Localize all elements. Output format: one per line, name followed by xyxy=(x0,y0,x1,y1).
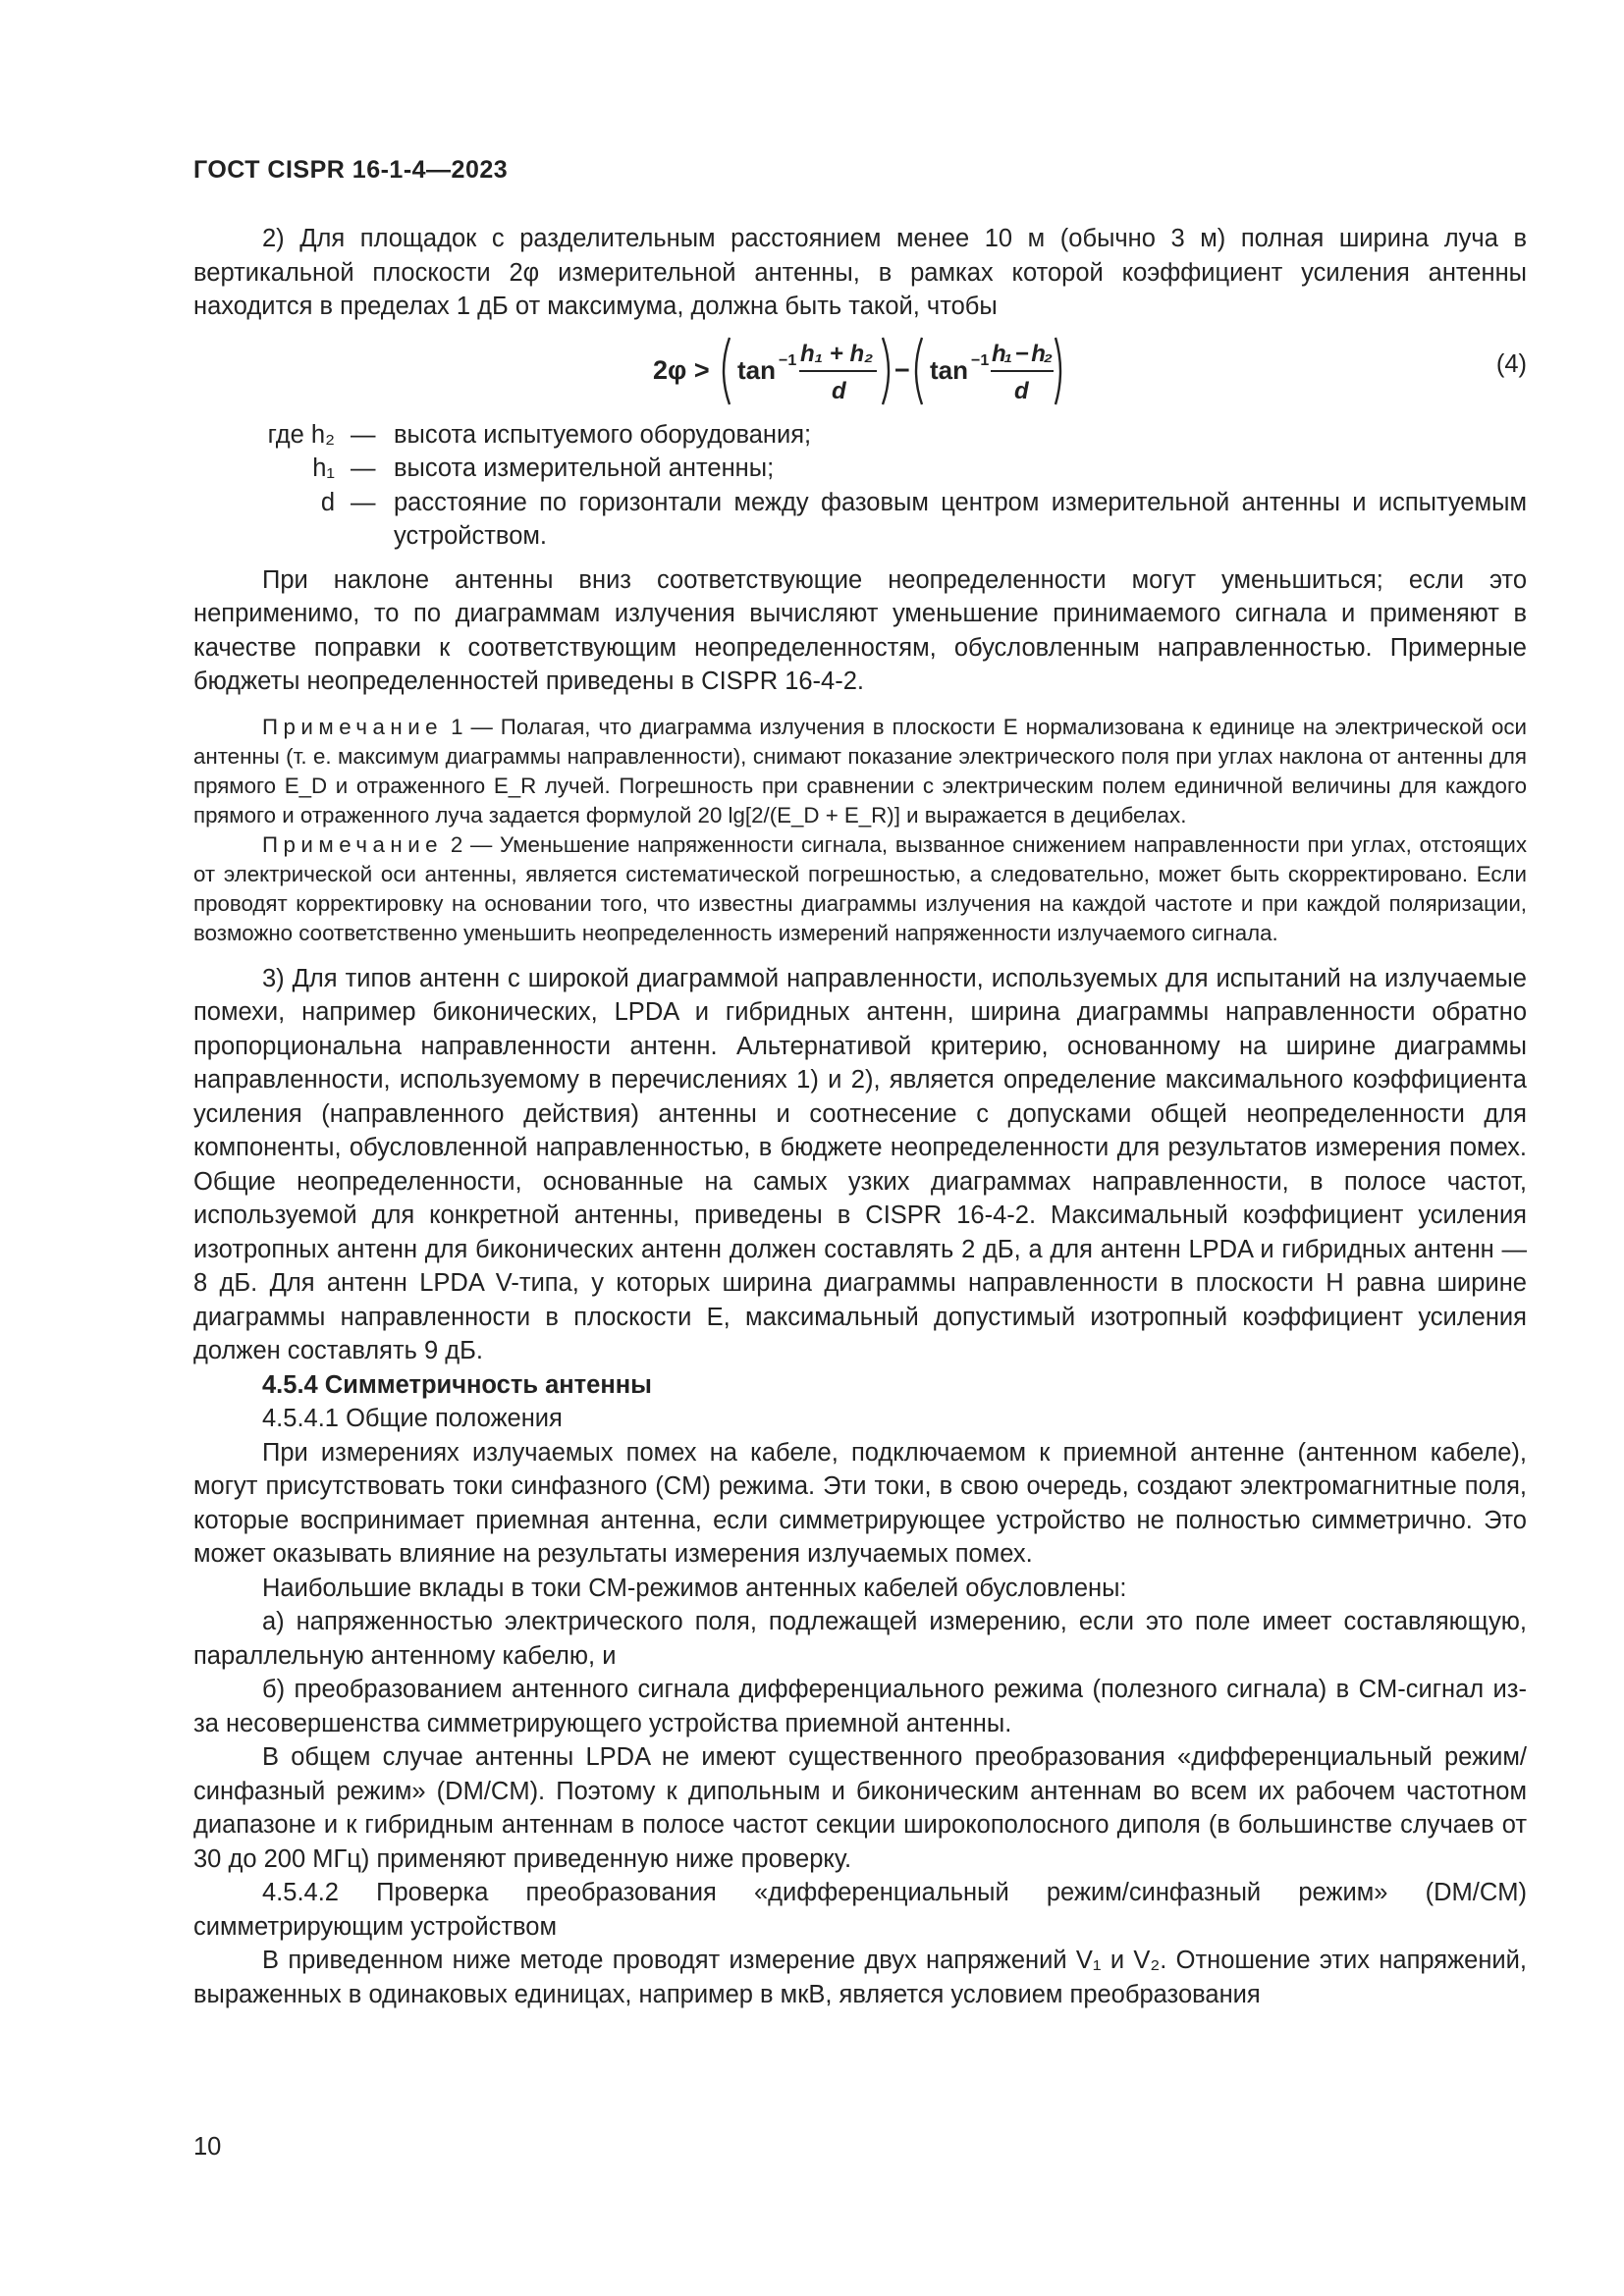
formula-sup-2: −1 xyxy=(971,351,990,369)
note-text: — Уменьшение напряженности сигнала, вызванное снижением направленности при углах, отстоящих от электрической оси антенны, является систематической погрешностью, а следовательно, может быть скорректировано. Если проводят корректировку на основании того, что известны диаграммы излучения на каждой частоте и при каждой поляризации, возможно соответственно уменьшить неопределенность измерений напряженности излучаемого сигнала. xyxy=(193,831,1527,945)
note-label: Примечание xyxy=(262,714,444,739)
formula-4 xyxy=(653,332,1065,410)
formula-num-1: h₁ + h₂ xyxy=(800,340,874,367)
paragraph-item-3: 3) Для типов антенн с широкой диаграммой направленности, используемых для испытаний на излучаемые помехи, например биконических, LPDA и гибридных антенн, ширина диаграммы направленности обратно пропорциональна направленности антенн. Альтернативой критерию, основанному на ширине диаграммы направленности, используемому в перечислениях 1) и 2), является определение максимального коэффициента усиления (направленного действия) антенны и соотнесение с допусками общей неопределенности для компоненты, обусловленной направленностью, в бюджете неопределенности для результатов измерения помех. Общие неопределенности, основанные на самых узких диаграммах направленности, в полосе частот, используемой для конкретной антенны, приведены в CISPR 16-4-2. Максимальный коэффициент усиления изотропных антенн для биконических антенн должен составлять 2 дБ, а для антенн LPDA и гибридных антенн — 8 дБ. Для антенн LPDA V-типа, у которых ширина диаграммы направленности в плоскости H равна ширине диаграммы направленности в плоскости E, максимальный допустимый изотропный коэффициент усиления должен составлять 9 дБ. xyxy=(193,964,1527,1364)
note-1 xyxy=(193,713,1527,830)
formula-paren-close-2 xyxy=(1056,338,1060,404)
paragraph-method: В приведенном ниже методе проводят измерение двух напряжений V₁ и V₂. Отношение этих напряжений, выраженных в одинаковых единицах, например в мкВ, является условием преобразования xyxy=(193,1947,1527,2008)
note-number: 2 xyxy=(450,831,463,857)
paragraph-lpda: В общем случае антенны LPDA не имеют существенного преобразования «дифференциальный режим/синфазный режим» (DM/CM). Поэтому к дипольным и биконическим антеннам во всем их рабочем частотном диапазоне и к гибридным антеннам в полосе частот секции широкополосного диполя (в большинстве случаев от 30 до 200 МГц) применяют приведенную ниже проверку. xyxy=(193,1743,1527,1873)
note-label: Примечание xyxy=(262,831,444,857)
document-header: ГОСТ CISPR 16-1-4—2023 xyxy=(193,156,509,184)
formula-paren-open-1 xyxy=(724,338,730,404)
formula-minus: − xyxy=(894,354,910,385)
paragraph-cable-currents: При измерениях излучаемых помех на кабеле, подключаемом к приемной антенне (антенном кабеле), могут присутствовать токи синфазного (CM) режима. Эти токи, в свою очередь, создают электромагнитные поля, которые воспринимает приемная антенна, если симметрирующее устройство не полностью симметрично. Это может оказывать влияние на результаты измерения излучаемых помех. xyxy=(193,1438,1527,1568)
note-number: 1 xyxy=(451,714,463,739)
paragraph-item-2: 2) Для площадок с разделительным расстоянием менее 10 м (обычно 3 м) полная ширина луча в вертикальной плоскости 2φ измерительной антенны, в рамках которой коэффициент усиления антенны находится в пределах 1 дБ от максимума, должна быть такой, чтобы xyxy=(193,225,1527,320)
definition-row xyxy=(193,452,1527,486)
formula-block xyxy=(193,324,1527,416)
formula-lhs: 2φ > xyxy=(653,354,710,385)
section-heading-4-5-4: 4.5.4 Симметричность антенны xyxy=(262,1370,652,1399)
list-item-b: б) преобразованием антенного сигнала дифференциального режима (полезного сигнала) в CM-сигнал из-за несовершенства симметрирующего устройства приемной антенны. xyxy=(193,1676,1527,1737)
section-heading-4-5-4-2: 4.5.4.2 Проверка преобразования «дифференциальный режим/синфазный режим» (DM/CM) симметрирующим устройством xyxy=(193,1879,1527,1941)
definition-term: h₁ xyxy=(312,454,335,482)
formula-sup-1: −1 xyxy=(779,351,797,369)
note-text: — Полагая, что диаграмма излучения в плоскости E нормализована к единице на электрической оси антенны (т. е. максимум диаграммы направленности), снимают показание электрического поля при углах наклона от антенны для прямого E_D и отраженного E_R лучей. Погрешность при сравнении с электрическим полем единичной величины для каждого прямого и отраженного луча задается формулой 20 lg[2/(E_D + E_R)] и выражается в децибелах. xyxy=(193,714,1527,828)
definition-row xyxy=(193,486,1527,554)
definition-dash: — xyxy=(351,454,376,482)
definition-row xyxy=(193,418,1527,453)
definition-term: где h₂ xyxy=(267,420,335,449)
list-item-a: а) напряженностью электрического поля, подлежащей измерению, если это поле имеет составляющую, параллельную антенному кабелю, и xyxy=(193,1608,1527,1670)
definition-text: высота испытуемого оборудования; xyxy=(394,420,812,449)
formula-tan-1: tan xyxy=(737,354,776,385)
document-body xyxy=(193,222,1527,2011)
definition-dash: — xyxy=(351,420,376,449)
formula-den-2: d xyxy=(1014,377,1029,404)
paragraph-contributions: Наибольшие вклады в токи CM-режимов антенных кабелей обусловлены: xyxy=(262,1574,1127,1602)
definition-text: расстояние по горизонтали между фазовым центром измерительной антенны и испытуемым устройством. xyxy=(394,488,1527,550)
formula-paren-close-1 xyxy=(883,338,889,404)
formula-den-1: d xyxy=(832,377,846,404)
formula-num-2: h₁ − h₂ xyxy=(992,340,1053,367)
definition-term: d xyxy=(320,488,335,516)
formula-tan-2: tan xyxy=(930,354,968,385)
page-number: 10 xyxy=(193,2133,222,2161)
definition-text: высота измерительной антенны; xyxy=(394,454,775,482)
paragraph-tilt: При наклоне антенны вниз соответствующие неопределенности могут уменьшиться; если это неприменимо, то по диаграммам излучения вычисляют уменьшение принимаемого сигнала и применяют в качестве поправки к соответствующим неопределенностям, обусловленным направленностью. Примерные бюджеты неопределенностей приведены в CISPR 16-4-2. xyxy=(193,565,1527,695)
definitions-list xyxy=(193,418,1527,554)
definition-dash: — xyxy=(351,488,376,516)
formula-paren-open-2 xyxy=(916,338,922,404)
formula-number: (4) xyxy=(1495,349,1527,378)
section-heading-4-5-4-1: 4.5.4.1 Общие положения xyxy=(262,1405,563,1432)
note-2 xyxy=(193,830,1527,948)
